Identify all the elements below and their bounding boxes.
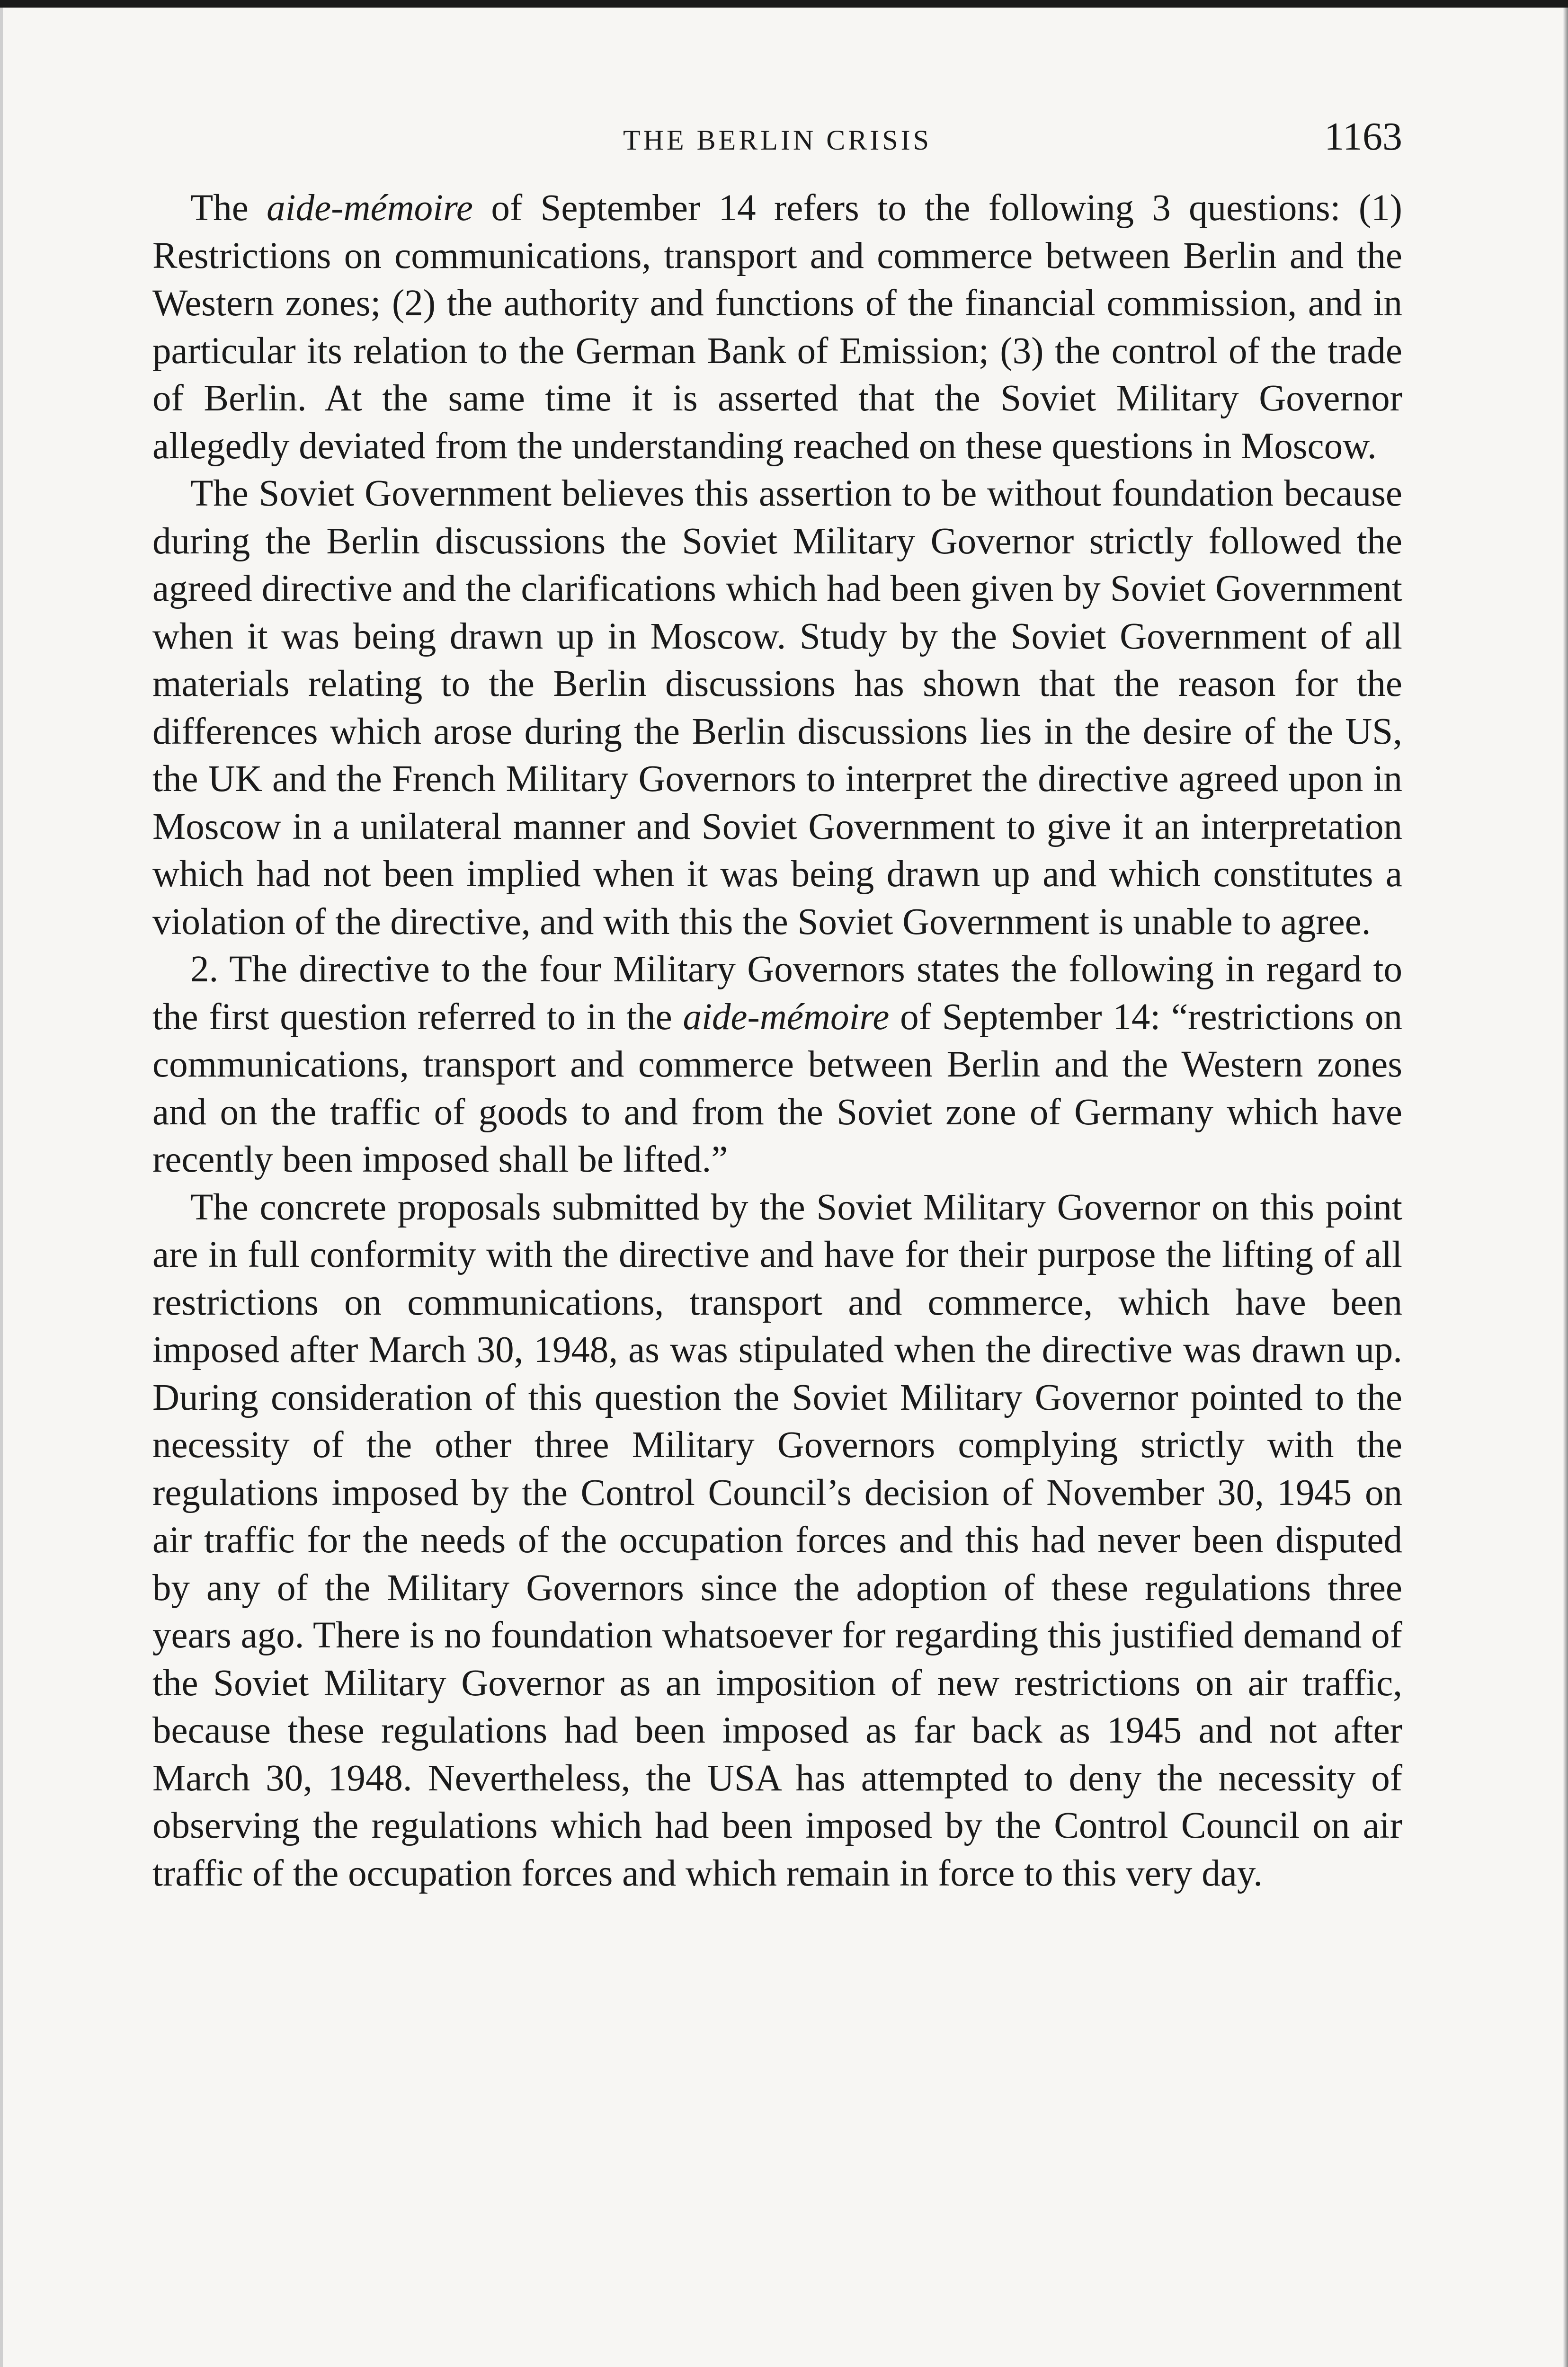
page-number: 1163 (1324, 115, 1402, 159)
right-page-edge (1563, 8, 1568, 2367)
paragraph-3-rest: of September 14: “restrictions on communications, transport and commerce between Berlin and the Western zones and on the traffic of goods to and from the Soviet zone of Germany which have recently been imposed shall be lifted.” (152, 996, 1402, 1180)
paragraph-1-italic-term: aide-mémoire (267, 187, 473, 229)
paragraph-3 (152, 946, 1402, 1184)
paragraph-1 (152, 185, 1402, 470)
paragraph-1-rest: of September 14 refers to the following 3 questions: (1) Restrictions on communications, transport and commerce between Berlin and the Western zones; (2) the authority and functions of the financial commission, and in particular its relation to the German Bank of Emission; (3) the control of the trade of Berlin. At the same time it is asserted that the Soviet Military Governor allegedly deviated from the understanding reached on these questions in Moscow. (152, 187, 1402, 467)
paragraph-1-lead: The (190, 187, 267, 229)
page-header (152, 114, 1402, 170)
paragraph-4: The concrete proposals submitted by the Soviet Military Governor on this point are in full conformity with the directive and have for their purpose the lifting of all restrictions on communications, transport and commerce, which have been imposed after March 30, 1948, as was stipulated when the directive was drawn up. During consideration of this question the Soviet Military Governor pointed to the necessity of the other three Military Governors complying strictly with the regulations imposed by the Control Council’s decision of November 30, 1945 on air traffic for the needs of the occupation forces and this had never been disputed by any of the Military Governors since the adoption of these regulations three years ago. There is no foundation whatsoever for regarding this justified demand of the Soviet Military Governor as an imposition of new restrictions on air traffic, because these regulations had been imposed as far back as 1945 and not after March 30, 1948. Nevertheless, the USA has attempted to deny the necessity of observing the regulations which had been imposed by the Control Council on air traffic of the occupation forces and which remain in force to this very day. (152, 1186, 1402, 1894)
document-page (152, 114, 1402, 1897)
left-page-edge (0, 8, 3, 2367)
running-head: THE BERLIN CRISIS (623, 125, 932, 156)
top-edge-rule (0, 0, 1568, 8)
body-text (152, 185, 1402, 1897)
paragraph-3-italic-term: aide-mémoire (683, 996, 890, 1038)
paragraph-2: The Soviet Government believes this assertion to be without foundation because during the Berlin discussions the Soviet Military Governor strictly followed the agreed directive and the clarifications which had been given by Soviet Government when it was being drawn up in Moscow. Study by the Soviet Government of all materials relating to the Berlin discussions has shown that the reason for the differences which arose during the Berlin discussions lies in the desire of the US, the UK and the French Military Governors to interpret the directive agreed upon in Moscow in a unilateral manner and Soviet Government to give it an interpretation which had not been implied when it was being drawn up and which constitutes a violation of the directive, and with this the Soviet Government is unable to agree. (152, 473, 1402, 943)
paragraph-3-lead: 2. The directive to the four Military Governors states the following in regard to the first question referred to in the (152, 949, 1402, 1038)
